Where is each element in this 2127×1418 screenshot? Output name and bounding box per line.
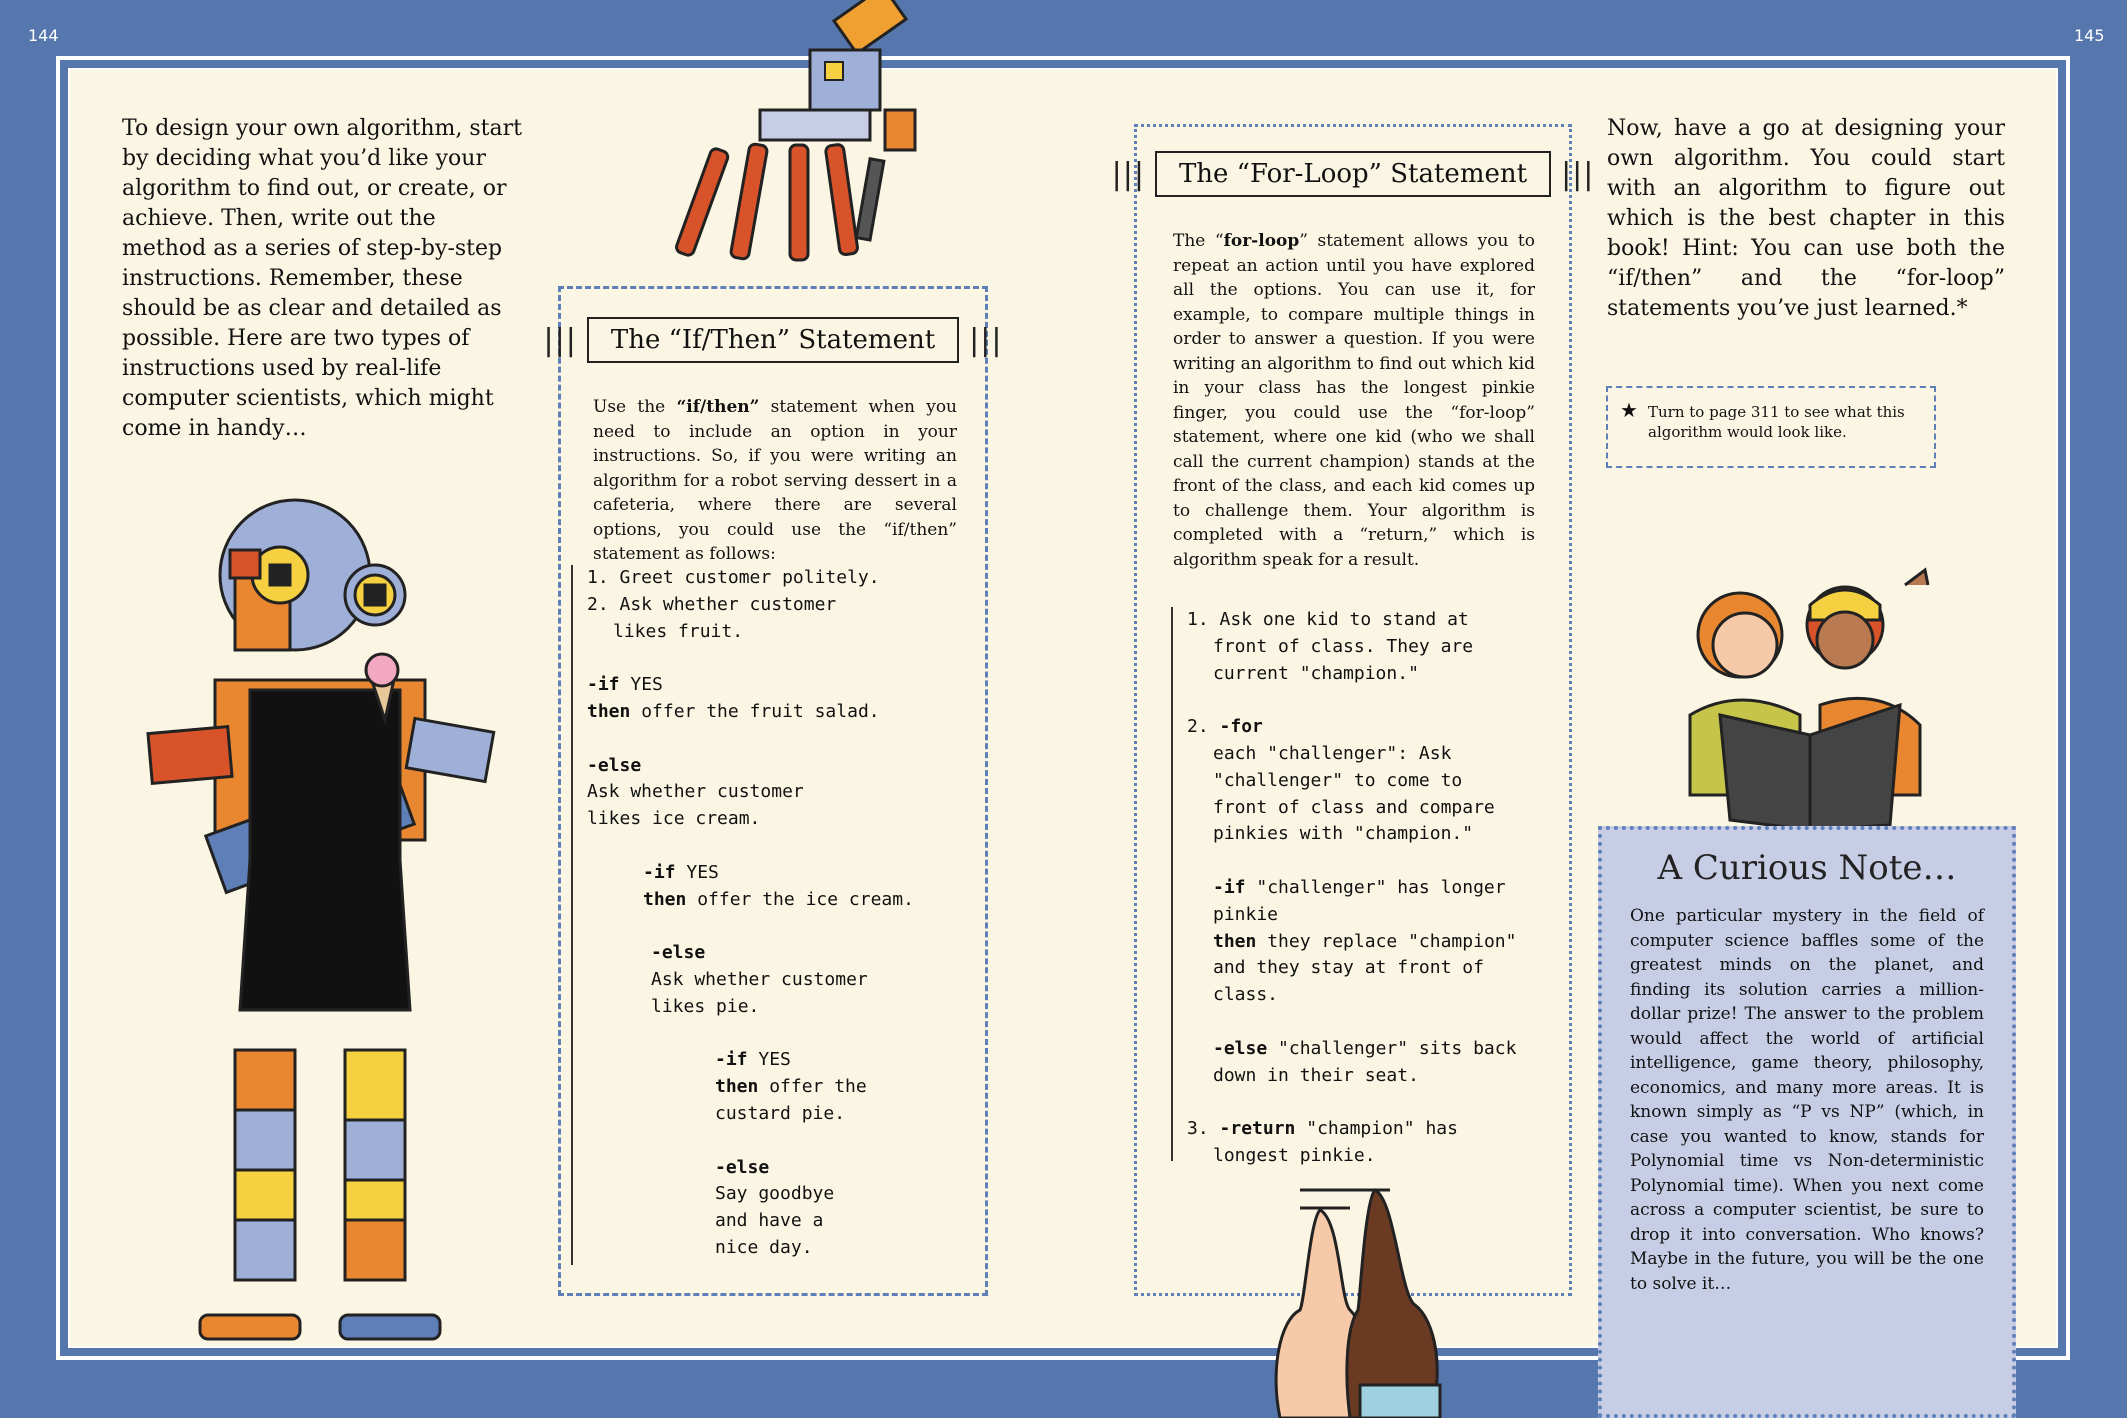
code-line: -if "challenger" has longer [1213,876,1506,898]
code-line: then they replace "champion" [1213,930,1517,952]
code-line: 1. Ask one kid to stand at [1187,609,1469,630]
code-line: likes pie. [651,995,760,1017]
code-line: -else [587,754,642,776]
curious-note-text: One particular mystery in the field of computer science baffles some of the greatest minds on the planet, and finding its solution carries a million-dollar prize! The answer to the problem would affect the world of artificial intelligence, game theory, philosophy, economics, and many more areas. It is known simply as “P vs NP” (which, in case you wanted to know, stands for Polynomial time vs Non-deterministic Polynomial time). When you next come across a computer scientist, be sure to drop it into conversation. Who knows? Maybe in the future, you will be the one to solve it… [1630,906,1984,1294]
code-line: 3. -return "champion" has [1187,1118,1458,1140]
if-then-description [593,395,957,567]
heading-bars-right: ||| [969,322,1003,358]
code-line: Ask whether customer [587,781,804,803]
star-icon: ★ [1620,398,1638,422]
code-line: 2. -for [1187,716,1263,738]
code-line: front of class and compare [1213,796,1495,818]
robot-hand-illustration [690,0,930,270]
heading-bars-right: ||| [1561,156,1595,192]
for-loop-desc-bold: for-loop [1223,231,1300,251]
code-line: 1. Greet customer politely. [587,567,880,588]
code-line: likes ice cream. [587,808,761,830]
code-line: pinkie [1213,903,1279,925]
code-line: then offer the ice cream. [643,888,914,910]
code-line: longest pinkie. [1213,1144,1376,1166]
for-loop-title: The “For-Loop” Statement [1155,151,1551,197]
kids-reading-illustration [1650,565,1980,835]
code-line: then offer the fruit salad. [587,700,880,722]
curious-note-box [1598,826,2016,1418]
code-line: likes fruit. [613,620,744,642]
challenge-paragraph: Now, have a go at designing your own algorithm. You could start with an algorithm to figure out which is the best chapter in this book! Hint: You can use both the “if/then” and the “for-loop” statements you’ve just learned.* [1607,116,2005,321]
page-number-right: 145 [2074,26,2105,45]
code-line: -if YES [643,861,719,883]
pinkie-hands-illustration [1240,1180,1470,1418]
if-then-desc-pre: Use the [593,397,677,417]
code-line: -else [715,1156,770,1178]
code-line: then offer the [715,1076,867,1098]
intro-paragraph: To design your own algorithm, start by deciding what you’d like your algorithm to find out, or create, or achieve. Then, write out the method as a series of step-by-step instructions. Remember, these should be as clear and detailed as possible. Here are two types of instructions used by real-life computer scientists, which might come in handy… [122,116,522,441]
code-line: -else [651,942,706,964]
heading-bars-left: ||| [1111,156,1145,192]
robot-waiter-illustration [140,420,520,1350]
for-loop-box [1111,124,1595,1296]
for-loop-code [1171,607,1557,1166]
heading-bars-left: ||| [543,322,577,358]
if-then-desc-post: statement when you need to include an option in your instructions. So, if you were writing an algorithm for a robot serving dessert in a cafeteria, where there are several options, you could use the “if/then” statement as follows: [593,397,957,564]
code-line: 2. Ask whether customer [587,593,837,615]
footnote-text: Turn to page 311 to see what this algorithm would look like. [1648,403,1905,441]
code-line: -if YES [715,1049,791,1071]
code-line: custard pie. [715,1102,846,1124]
if-then-box [543,286,1003,1296]
footnote-box [1606,386,1936,468]
code-line: and have a [715,1210,824,1232]
if-then-code [571,565,957,1265]
code-line: class. [1213,984,1279,1006]
code-line: -if YES [587,674,663,696]
if-then-desc-bold: “if/then” [676,397,760,417]
for-loop-description [1173,229,1535,572]
code-line: front of class. They are [1213,635,1474,657]
for-loop-heading [1111,151,1595,197]
page-number-left: 144 [28,26,59,45]
code-line: current "champion." [1213,662,1419,684]
code-line: "challenger" to come to [1213,769,1463,791]
code-line: -else "challenger" sits back [1213,1037,1517,1059]
if-then-heading [543,317,1003,363]
code-line: down in their seat. [1213,1064,1419,1086]
code-line: and they stay at front of [1213,957,1484,979]
code-line: nice day. [715,1236,813,1258]
for-loop-desc-pre: The “ [1173,231,1224,251]
code-line: pinkies with "champion." [1213,823,1474,845]
if-then-title: The “If/Then” Statement [587,317,959,363]
curious-note-title: A Curious Note… [1657,848,1957,888]
code-line: Say goodbye [715,1183,835,1205]
code-line: Ask whether customer [651,968,868,990]
code-line: each "challenger": Ask [1213,742,1452,764]
for-loop-desc-post: ” statement allows you to repeat an action until you have explored all the options. You can use it, for example, to compare multiple things in order to answer a question. If you were writing an algorithm to find out which kid in your class has the longest pinkie finger, you could use the “for-loop” statement, where one kid (who we shall call the current champion) stands at the front of the class, and each kid comes up to challenge them. Your algorithm is completed with a “return,” which is algorithm speak for a result. [1173,231,1535,570]
